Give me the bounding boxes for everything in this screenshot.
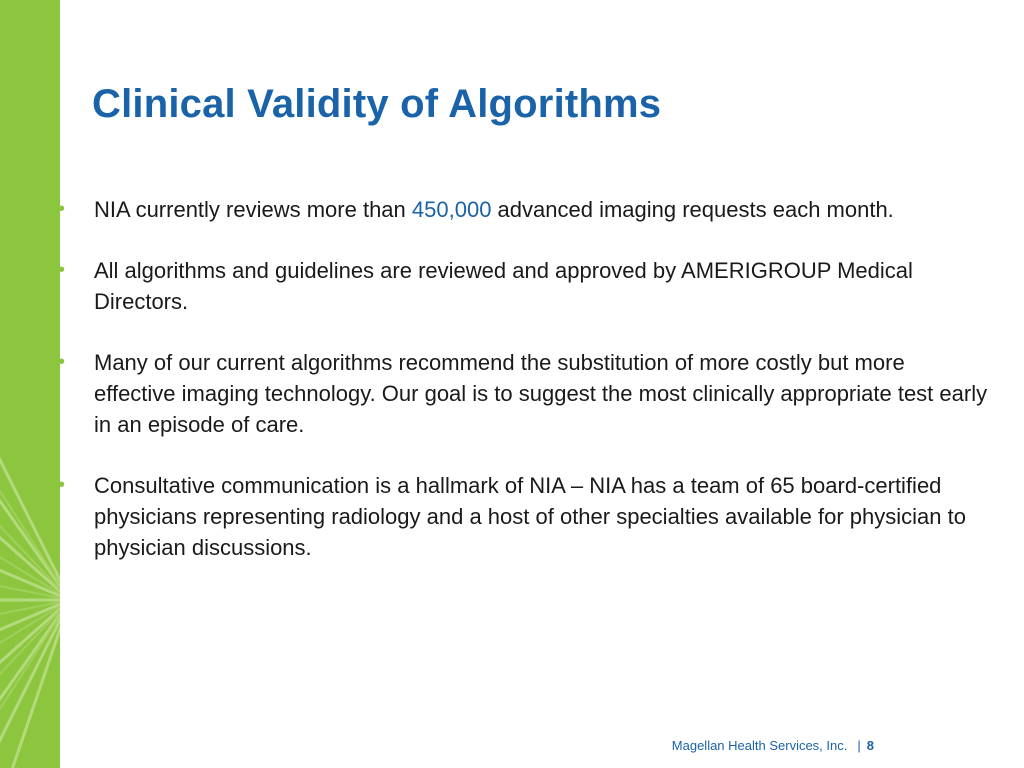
bullet-item (58, 470, 988, 563)
bullet-item (58, 255, 988, 317)
bullet-text-before: NIA currently reviews more than (94, 197, 412, 222)
bullet-marker: • (58, 198, 66, 220)
sunburst-decoration (0, 0, 60, 768)
highlighted-number: 450,000 (411, 197, 492, 222)
slide-title: Clinical Validity of Algorithms (92, 82, 662, 126)
bullet-marker: • (58, 351, 66, 373)
footer-separator: | (857, 738, 861, 753)
bullet-list (58, 194, 988, 593)
bullet-item (58, 194, 988, 225)
bullet-text-after: advanced imaging requests each month. (491, 197, 894, 222)
left-accent-bar (0, 0, 60, 768)
footer-company: Magellan Health Services, Inc. (671, 738, 848, 753)
bullet-marker: • (58, 474, 66, 496)
bullet-text: Many of our current algorithms recommend the substitution of more costly but more effective imaging technology. Our goal is to suggest the most clinically appropriate test early in an episode of care. (94, 350, 988, 437)
footer (672, 738, 874, 753)
bullet-text: All algorithms and guidelines are reviewed and approved by AMERIGROUP Medical Directors. (94, 258, 913, 314)
bullet-marker: • (58, 259, 66, 281)
bullet-text: Consultative communication is a hallmark of NIA – NIA has a team of 65 board-certified physicians representing radiology and a host of other specialties available for physician to physician discussions. (94, 473, 966, 560)
page-number: 8 (866, 738, 874, 753)
bullet-item (58, 347, 988, 440)
